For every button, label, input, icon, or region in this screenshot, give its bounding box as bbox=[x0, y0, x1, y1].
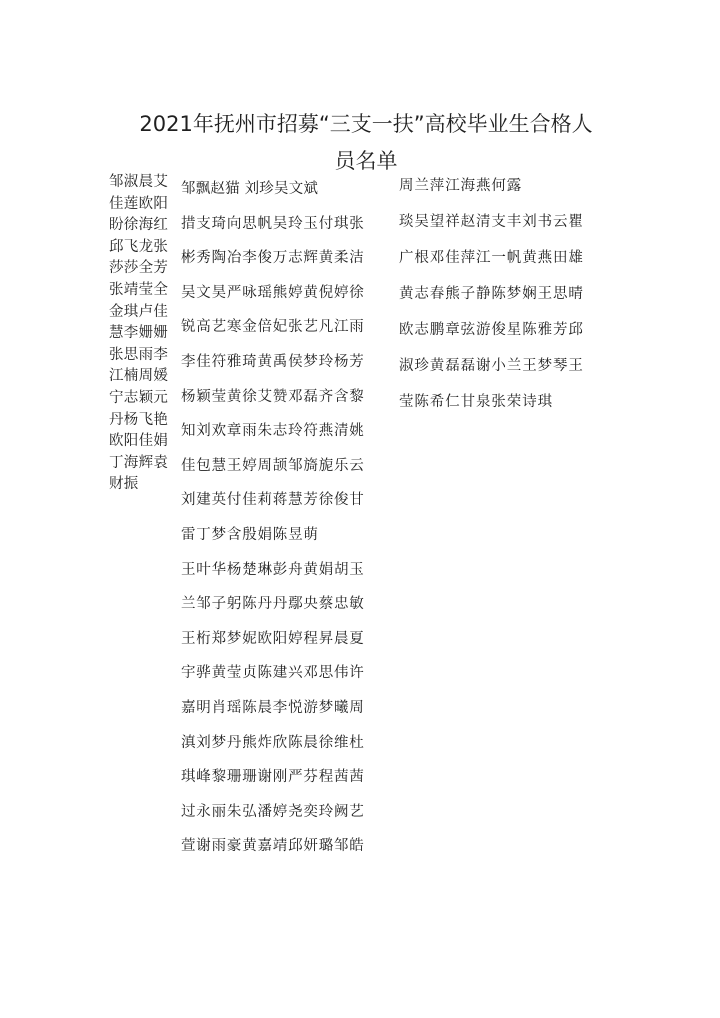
name-line: 李佳符雅琦黄禹侯梦玲杨芳 bbox=[181, 353, 365, 370]
name-line: 邱飞龙张 bbox=[109, 238, 169, 255]
name-line: 滇刘梦丹熊炸欣陈晨徐维杜 bbox=[181, 734, 365, 751]
name-line: 莹陈希仁甘泉张荣诗琪 bbox=[399, 394, 553, 410]
document-title bbox=[0, 106, 720, 180]
name-line: 王叶华杨楚琳彭舟黄娟胡玉 bbox=[181, 561, 365, 578]
name-line: 刘建英付佳莉蒋慧芳徐俊甘 bbox=[181, 492, 365, 509]
name-line: 锐高艺寒金倍妃张艺凡江雨 bbox=[181, 319, 365, 336]
title-line-1: 2021年抚州市招募“三支一扶”高校毕业生合格人 bbox=[139, 112, 593, 137]
name-line: 江楠周媛 bbox=[109, 368, 169, 385]
title-line-2: 员名单 bbox=[334, 149, 398, 174]
name-line: 邹淑晨艾 bbox=[109, 174, 169, 190]
name-line: 杨颖莹黄徐艾赞邓磊齐含黎 bbox=[181, 388, 365, 405]
name-line: 广根邓佳萍江一帆黄燕田雄 bbox=[399, 250, 584, 266]
name-column-3 bbox=[399, 168, 584, 420]
name-line: 过永丽朱弘潘婷尧奕玲阙艺 bbox=[181, 803, 365, 820]
name-line: 吴文昊严咏瑶熊婷黄倪婷徐 bbox=[181, 284, 365, 301]
name-line: 盼徐海红 bbox=[109, 217, 169, 234]
name-line: 兰邹子躬陈丹丹鄢央蔡忠敏 bbox=[181, 596, 365, 613]
name-line: 佳包慧王婷周颉邹旖旎乐云 bbox=[181, 457, 365, 474]
name-line: 慧李姗姗 bbox=[109, 325, 169, 342]
name-line: 张靖莹全 bbox=[109, 281, 169, 298]
name-line: 宇骅黄莹贞陈建兴邓思伟许 bbox=[181, 665, 365, 682]
name-line: 嘉明肖瑶陈晨李悦游梦曦周 bbox=[181, 699, 365, 716]
name-line: 邹飘赵猫 刘珍吴文斌 bbox=[181, 181, 319, 197]
name-line: 丹杨飞艳 bbox=[109, 411, 169, 428]
name-line: 欧志鹏章弦游俊星陈雅芳邱 bbox=[399, 322, 584, 338]
name-line: 佳莲欧阳 bbox=[109, 195, 169, 212]
name-line: 王桁郑梦妮欧阳婷程昇晨夏 bbox=[181, 630, 365, 647]
name-line: 知刘欢章雨朱志玲符燕清姚 bbox=[181, 423, 365, 440]
name-line: 金琪卢佳 bbox=[109, 303, 169, 320]
name-line: 琰吴望祥赵清支丰刘书云瞿 bbox=[399, 214, 584, 230]
name-line: 周兰萍江海燕何露 bbox=[399, 178, 523, 194]
name-line: 张思雨李 bbox=[109, 346, 169, 363]
name-line: 彬秀陶冶李俊万志辉黄柔洁 bbox=[181, 250, 365, 267]
name-line: 丁海辉袁 bbox=[109, 454, 169, 471]
name-column-2 bbox=[181, 172, 365, 864]
name-column-1 bbox=[109, 172, 168, 496]
name-line: 措支琦向思帆吴玲玉付琪张 bbox=[181, 215, 365, 232]
name-line: 雷丁梦含殷娟陈昱萌 bbox=[181, 526, 319, 543]
name-line: 宁志颖元 bbox=[109, 389, 169, 406]
name-line: 欧阳佳娟 bbox=[109, 433, 169, 450]
name-line: 莎莎全芳 bbox=[109, 260, 169, 277]
name-line: 黄志春熊子静陈梦娴王思晴 bbox=[399, 286, 584, 302]
name-line: 淑珍黄磊磊谢小兰王梦琴王 bbox=[399, 358, 584, 374]
name-line: 琪峰黎珊珊谢刚严芬程茜茜 bbox=[181, 769, 365, 786]
name-line: 财振 bbox=[109, 476, 139, 493]
name-line: 萱谢雨豪黄嘉靖邱妍璐邹皓 bbox=[181, 838, 365, 855]
